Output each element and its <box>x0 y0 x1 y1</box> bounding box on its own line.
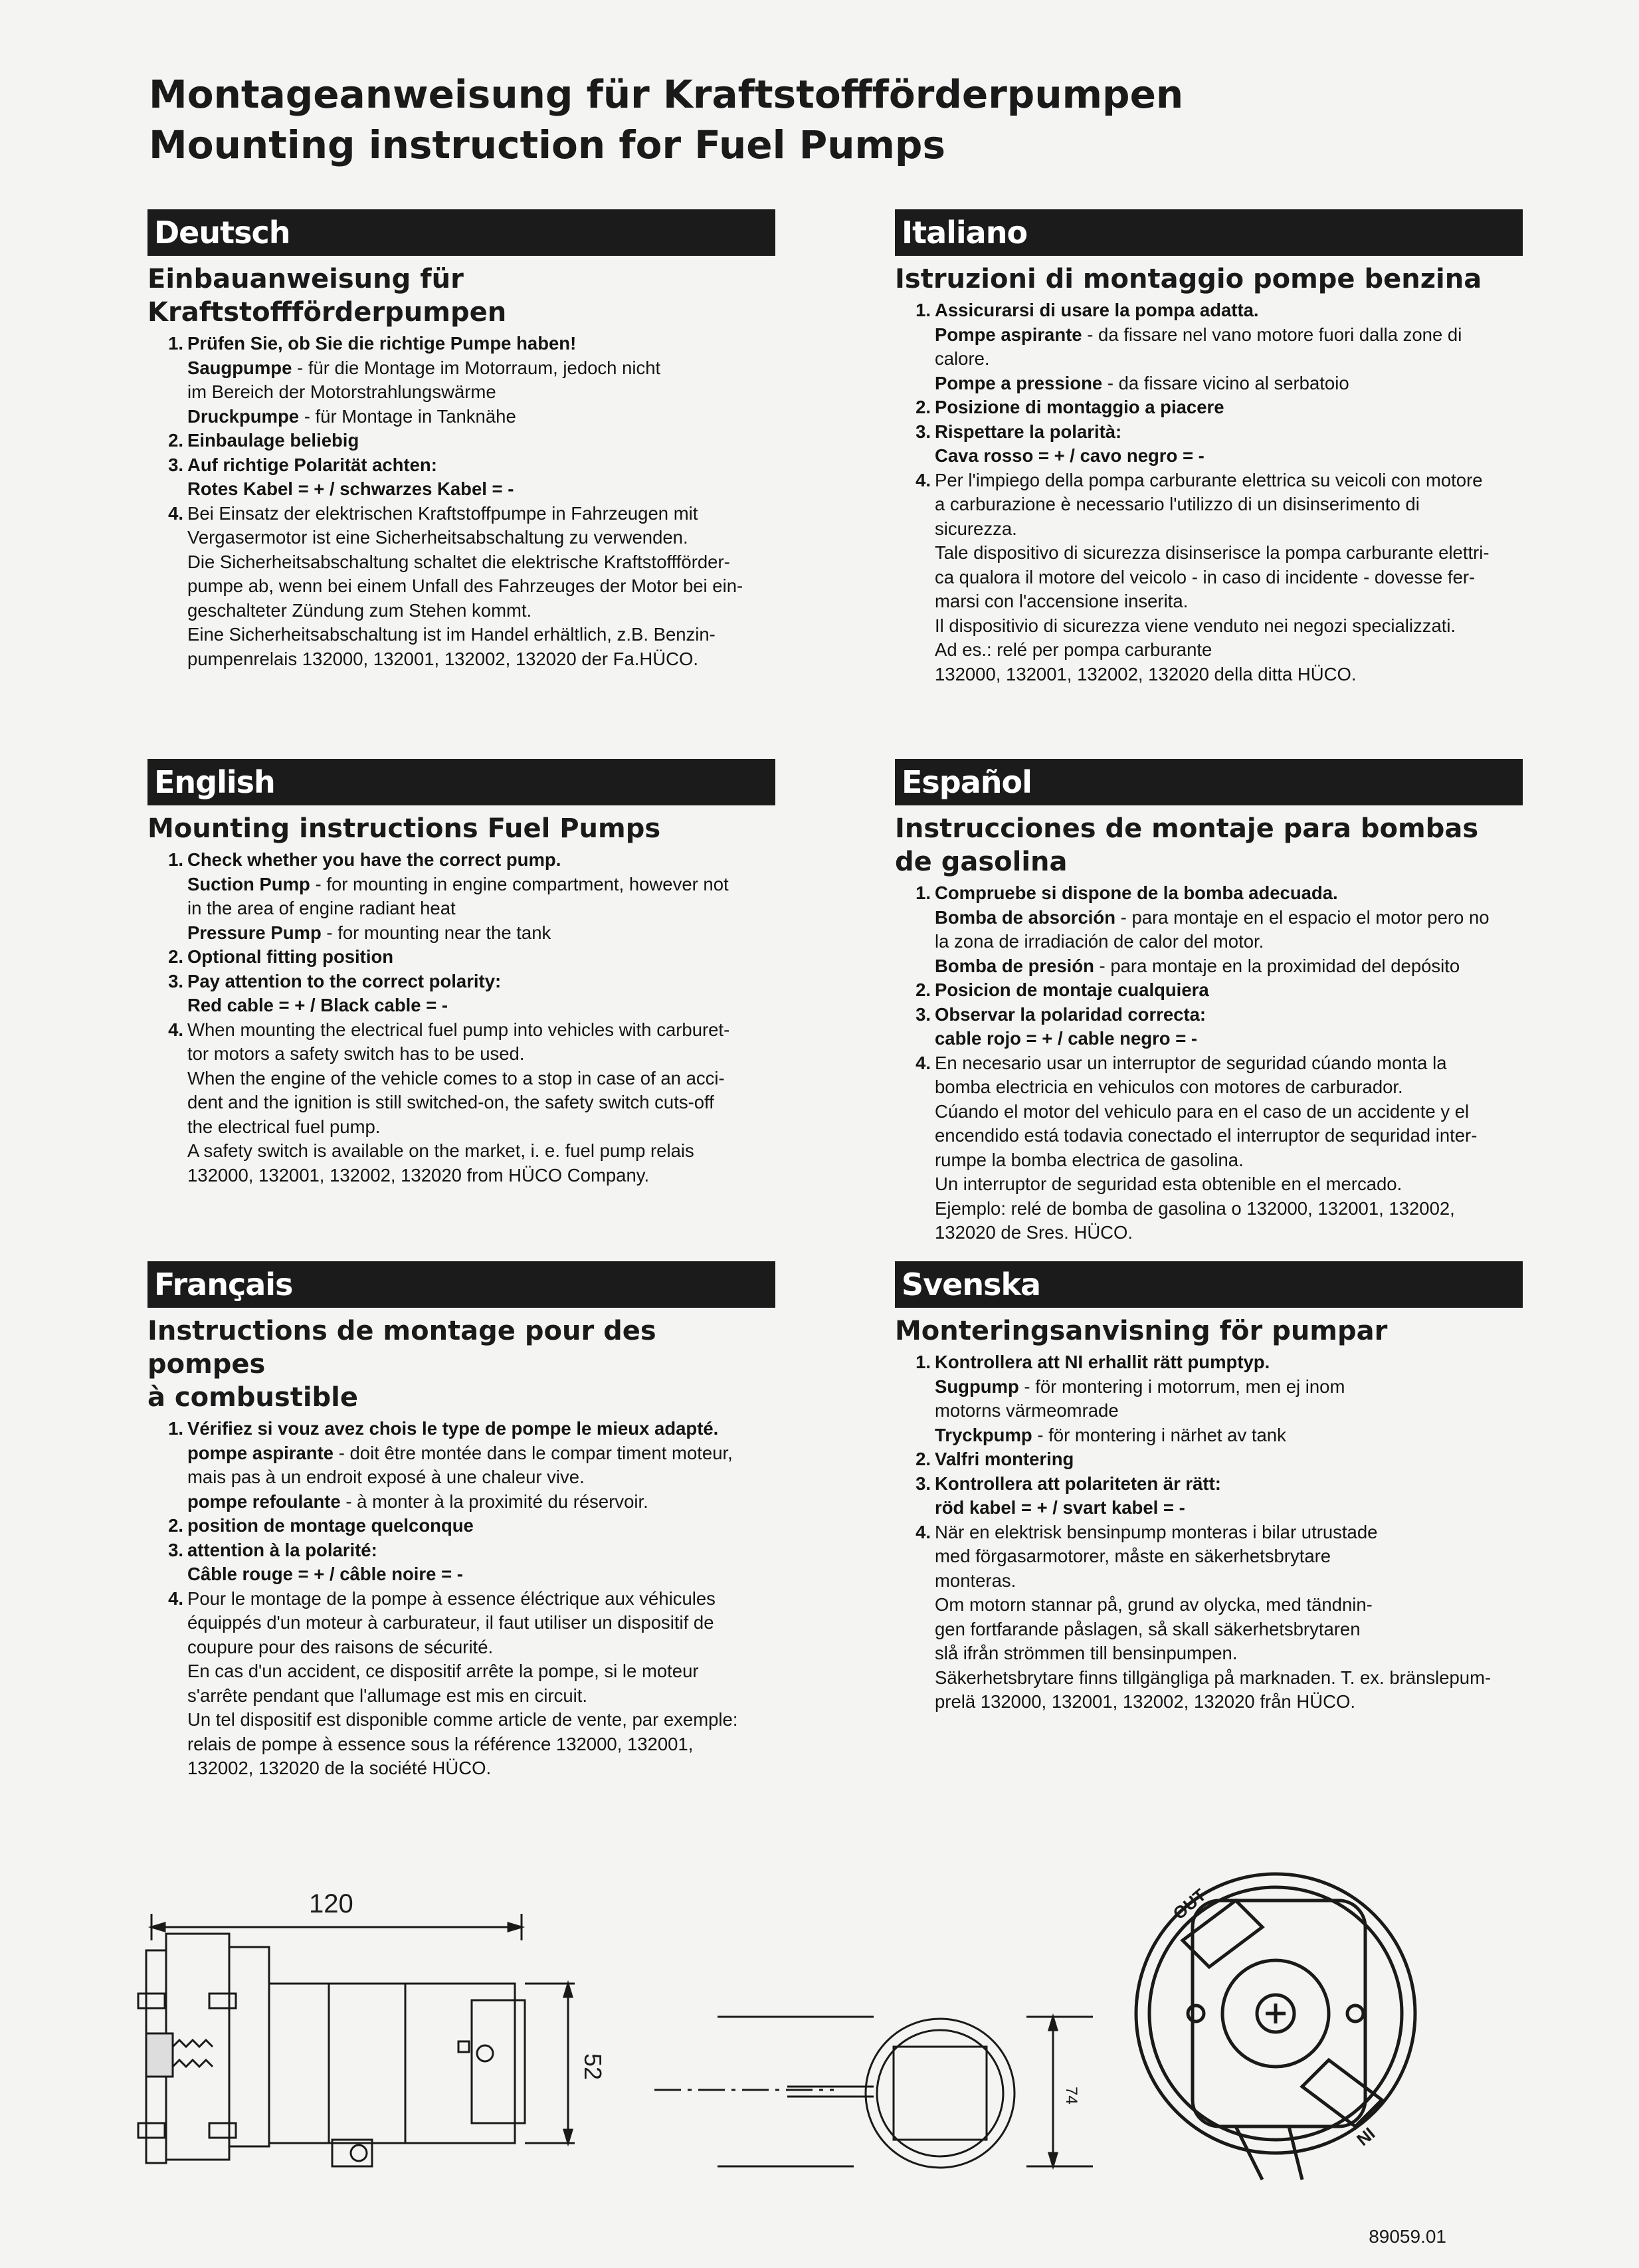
instruction-text: Rispettare la polarità: <box>935 421 1122 442</box>
section-heading-line: Einbauanweisung für Kraftstoffförderpumpen <box>147 264 507 328</box>
instruction-text: - doit être montée dans le compar timent moteur, <box>334 1442 733 1463</box>
instruction-text: Tale dispositivo di sicurezza disinserisce la pompa carburante elettri- <box>935 542 1490 563</box>
instruction-text: gen fortfarande påslagen, så skall säkerhetsbrytaren <box>935 1618 1361 1639</box>
section-heading-line: Mounting instructions Fuel Pumps <box>147 813 661 844</box>
instruction-line <box>935 1051 1523 1076</box>
instruction-text: attention à la polarité: <box>187 1539 377 1560</box>
instruction-number: 1 . <box>895 1350 935 1375</box>
instruction-line <box>935 638 1523 663</box>
instruction-line <box>935 541 1523 566</box>
instruction-text: Auf richtige Polarität achten: <box>187 454 437 475</box>
pump-type-label: Bomba de presión <box>935 955 1094 976</box>
title-english: Mounting instruction for Fuel Pumps <box>149 122 945 167</box>
instruction-text: geschalteter Zündung zum Stehen kommt. <box>187 599 532 621</box>
pump-type-label: Pompe aspirante <box>935 324 1082 345</box>
instruction-line <box>187 1164 775 1188</box>
instruction-text: - for mounting in engine compartment, however not <box>310 873 729 894</box>
instruction-text: équippés d'un moteur à carburateur, il faut utiliser un dispositif de <box>187 1612 714 1633</box>
instruction-line <box>187 1684 775 1708</box>
pump-type-label: Saugpumpe <box>187 357 292 378</box>
instruction-number: 3 . <box>147 453 187 478</box>
instruction-text: dent and the ignition is still switched-on, the safety switch cuts-off <box>187 1092 714 1112</box>
instruction-text: Einbaulage beliebig <box>187 430 359 451</box>
language-header: Español <box>895 759 1523 805</box>
instruction-line <box>187 1611 775 1635</box>
pump-type-label: Suction Pump <box>187 873 310 894</box>
instruction-line <box>187 945 775 970</box>
section-heading-line: Istruzioni di montaggio pompe benzina <box>895 264 1482 294</box>
instruction-text: Posicion de montaje cualquiera <box>935 979 1209 1000</box>
instruction-line <box>935 395 1523 420</box>
instruction-item <box>147 332 775 429</box>
instruction-line <box>935 881 1523 906</box>
document-title <box>149 69 1183 170</box>
instruction-text: Optional fitting position <box>187 946 394 967</box>
instruction-item <box>147 1018 775 1188</box>
instruction-line <box>187 380 775 405</box>
instruction-line <box>935 1399 1523 1423</box>
instruction-line <box>187 1756 775 1781</box>
instruction-text: röd kabel = + / svart kabel = - <box>935 1497 1185 1518</box>
instruction-line <box>935 1148 1523 1173</box>
instruction-text: - para montaje en la proximidad del depósito <box>1094 955 1460 976</box>
instruction-item <box>147 945 775 970</box>
instruction-line <box>187 1708 775 1732</box>
instruction-text: im Bereich der Motorstrahlungswärme <box>187 381 496 402</box>
instruction-text: bomba electricia en vehiculos con motores de carburador. <box>935 1077 1403 1097</box>
instruction-line <box>187 429 775 453</box>
instruction-item <box>147 1417 775 1514</box>
instruction-text: prelä 132000, 132001, 132002, 132020 från HÜCO. <box>935 1691 1355 1712</box>
instruction-text: monteras. <box>935 1570 1016 1591</box>
instruction-text: - à monter à la proximité du réservoir. <box>340 1491 648 1512</box>
section-heading <box>147 1314 775 1414</box>
instruction-item <box>147 429 775 453</box>
instruction-number: 3 . <box>147 970 187 994</box>
instruction-line <box>935 1496 1523 1520</box>
instruction-number: 2 . <box>895 395 935 420</box>
instruction-line <box>187 1587 775 1611</box>
instruction-line <box>187 921 775 946</box>
instruction-number: 3 . <box>895 1472 935 1496</box>
instruction-text: slå ifrån strömmen till bensinpumpen. <box>935 1643 1238 1663</box>
instruction-text: 132000, 132001, 132002, 132020 della ditta HÜCO. <box>935 663 1357 684</box>
instruction-line <box>187 526 775 550</box>
instruction-list <box>895 1350 1523 1714</box>
instruction-line <box>187 1417 775 1441</box>
instruction-text: Ad es.: relé per pompa carburante <box>935 639 1212 660</box>
instruction-text: When mounting the electrical fuel pump into vehicles with carburet- <box>187 1019 730 1040</box>
pump-front-view-drawing <box>654 1967 1093 2180</box>
language-header: Italiano <box>895 209 1523 256</box>
section-italiano <box>895 209 1523 686</box>
section-heading <box>147 812 775 845</box>
instruction-line <box>187 1732 775 1757</box>
instruction-line <box>935 566 1523 590</box>
instruction-line <box>187 1514 775 1538</box>
instruction-text: Posizione di montaggio a piacere <box>935 397 1224 417</box>
section-heading <box>895 812 1523 878</box>
height-dimension-label: 52 <box>579 2053 607 2081</box>
instruction-text: Pour le montage de la pompe à essence éléctrique aux véhicules <box>187 1588 716 1609</box>
instruction-line <box>187 502 775 526</box>
pump-type-label: Bomba de absorción <box>935 906 1115 928</box>
instruction-line <box>187 332 775 356</box>
instruction-text: Eine Sicherheitsabschaltung ist im Handel erhältlich, z.B. Benzin- <box>187 624 716 645</box>
pump-side-view-drawing <box>133 1887 625 2173</box>
instruction-text: - för montering i närhet av tank <box>1032 1424 1286 1445</box>
out-port-label: OUT <box>1169 1885 1210 1924</box>
instruction-text: s'arrête pendant que l'allumage est mis en circuit. <box>187 1685 588 1706</box>
instruction-text: När en elektrisk bensinpump monteras i bilar utrustade <box>935 1521 1378 1542</box>
instruction-text: Valfri montering <box>935 1449 1074 1469</box>
pump-type-label: Pressure Pump <box>187 922 322 943</box>
instruction-text: Un interruptor de seguridad esta obtenible en el mercado. <box>935 1174 1402 1194</box>
instruction-text: rumpe la bomba electrica de gasolina. <box>935 1149 1244 1170</box>
language-header: Svenska <box>895 1261 1523 1308</box>
instruction-text: 132020 de Sres. HÜCO. <box>935 1222 1133 1243</box>
instruction-line <box>187 647 775 672</box>
instruction-line <box>935 1569 1523 1594</box>
instruction-text: Un tel dispositif est disponible comme article de vente, par exemple: <box>187 1709 738 1730</box>
instruction-line <box>935 614 1523 639</box>
instruction-line <box>187 1538 775 1563</box>
instruction-line <box>935 492 1523 517</box>
instruction-text: - für Montage in Tanknähe <box>299 405 516 427</box>
instruction-text: Ejemplo: relé de bomba de gasolina o 132000, 132001, 132002, <box>935 1197 1455 1219</box>
instruction-number: 1 . <box>895 881 935 906</box>
section-espanol <box>895 759 1523 1245</box>
instruction-line <box>187 896 775 921</box>
instruction-list <box>147 332 775 671</box>
instruction-number: 4 . <box>147 1587 187 1611</box>
section-heading-line: Instrucciones de montaje para bombas <box>895 813 1479 844</box>
pump-type-label: Tryckpump <box>935 1424 1032 1445</box>
instruction-line <box>187 1018 775 1043</box>
instruction-line <box>187 453 775 478</box>
section-english <box>147 759 775 1187</box>
instruction-line <box>187 1659 775 1684</box>
instruction-item <box>895 978 1523 1003</box>
instruction-item <box>895 1472 1523 1520</box>
instruction-text: Säkerhetsbrytare finns tillgängliga på marknaden. T. ex. bränslepum- <box>935 1667 1492 1688</box>
pump-front-view-svg <box>654 1967 1093 2180</box>
instruction-list <box>895 298 1523 686</box>
pump-type-label: pompe aspirante <box>187 1442 334 1463</box>
instruction-line <box>187 1139 775 1164</box>
instruction-number: 2 . <box>147 1514 187 1538</box>
document-code: 89059.01 <box>1369 2226 1446 2247</box>
instruction-text: - da fissare nel vano motore fuori dalla zone di <box>1082 324 1462 345</box>
instruction-number: 2 . <box>895 1447 935 1472</box>
instruction-line <box>935 930 1523 954</box>
instruction-line <box>935 1100 1523 1124</box>
instruction-text: Câble rouge = + / câble noire = - <box>187 1564 463 1584</box>
instruction-number: 4 . <box>147 502 187 526</box>
instruction-line <box>935 468 1523 493</box>
instruction-item <box>147 502 775 672</box>
instruction-text: sicurezza. <box>935 518 1017 539</box>
instruction-line <box>935 589 1523 614</box>
instruction-line <box>935 420 1523 445</box>
instruction-line <box>935 906 1523 930</box>
instruction-line <box>935 1172 1523 1197</box>
instruction-line <box>935 663 1523 687</box>
instruction-line <box>935 1221 1523 1245</box>
instruction-number: 3 . <box>895 1003 935 1027</box>
section-heading <box>895 1314 1523 1348</box>
instruction-text: Per l'impiego della pompa carburante elettrica su veicoli con motore <box>935 469 1483 490</box>
instruction-text: in the area of engine radiant heat <box>187 898 456 918</box>
pump-type-label: pompe refoulante <box>187 1491 341 1512</box>
instruction-text: pumpenrelais 132000, 132001, 132002, 132020 der Fa.HÜCO. <box>187 648 699 669</box>
instruction-number: 1 . <box>147 848 187 873</box>
instruction-line <box>187 477 775 502</box>
instruction-text: 132002, 132020 de la société HÜCO. <box>187 1758 492 1778</box>
instruction-text: encendido está todavia conectado el interruptor de sequridad inter- <box>935 1125 1478 1146</box>
instruction-item <box>147 453 775 502</box>
instruction-text: Observar la polaridad correcta: <box>935 1003 1206 1025</box>
instruction-text: Compruebe si dispone de la bomba adecuada. <box>935 882 1338 903</box>
instruction-item <box>895 1520 1523 1714</box>
instruction-line <box>935 1447 1523 1472</box>
instruction-item <box>895 1447 1523 1472</box>
instruction-number: 1 . <box>895 298 935 323</box>
section-francais <box>147 1261 775 1781</box>
instruction-number: 4 . <box>895 468 935 493</box>
instruction-item <box>895 1003 1523 1051</box>
instruction-line <box>187 1635 775 1660</box>
instruction-line <box>187 1042 775 1067</box>
instruction-line <box>187 1465 775 1490</box>
instruction-line <box>935 517 1523 542</box>
instruction-line <box>187 574 775 599</box>
instruction-item <box>895 420 1523 468</box>
section-deutsch <box>147 209 775 671</box>
instruction-line <box>935 1350 1523 1375</box>
section-heading-line: Monteringsanvisning för pumpar <box>895 1316 1388 1346</box>
instruction-line <box>935 371 1523 396</box>
instruction-text: - para montaje en el espacio el motor pero no <box>1115 906 1490 928</box>
instruction-text: la zona de irradiación de calor del motor. <box>935 931 1264 952</box>
section-heading <box>895 262 1523 296</box>
instruction-text: cable rojo = + / cable negro = - <box>935 1028 1198 1049</box>
instruction-line <box>935 954 1523 979</box>
instruction-line <box>187 1115 775 1140</box>
instruction-line <box>935 1544 1523 1569</box>
instruction-line <box>187 1441 775 1466</box>
instruction-line <box>935 1124 1523 1148</box>
section-svenska <box>895 1261 1523 1714</box>
instruction-line <box>935 1197 1523 1221</box>
instruction-line <box>187 970 775 994</box>
instruction-line <box>187 405 775 429</box>
pump-detail-view-svg <box>1129 1861 1435 2193</box>
instruction-text: Bei Einsatz der elektrischen Kraftstoffpumpe in Fahrzeugen mit <box>187 502 698 524</box>
instruction-text: med förgasarmotorer, måste en säkerhetsbrytare <box>935 1546 1331 1566</box>
instruction-line <box>935 323 1523 348</box>
instruction-line <box>187 1490 775 1514</box>
instruction-text: motorns värmeomrade <box>935 1400 1119 1421</box>
instruction-text: Rotes Kabel = + / schwarzes Kabel = - <box>187 478 514 499</box>
instruction-item <box>895 395 1523 420</box>
instruction-number: 4 . <box>895 1051 935 1076</box>
instruction-text: Kontrollera att polariteten är rätt: <box>935 1473 1221 1494</box>
instruction-text: 132000, 132001, 132002, 132020 from HÜCO Company. <box>187 1164 650 1186</box>
instruction-number: 1 . <box>147 1417 187 1441</box>
instruction-text: mais pas à un endroit exposé à une chaleur vive. <box>187 1467 585 1487</box>
section-heading <box>147 262 775 329</box>
instruction-text: tor motors a safety switch has to be used. <box>187 1043 525 1064</box>
pump-type-label: Pompe a pressione <box>935 372 1103 393</box>
instruction-item <box>147 848 775 945</box>
language-header: Français <box>147 1261 775 1308</box>
instruction-line <box>935 1375 1523 1399</box>
instruction-text: position de montage quelconque <box>187 1515 474 1536</box>
instruction-number: 3 . <box>895 420 935 445</box>
instruction-text: Prüfen Sie, ob Sie die richtige Pumpe haben! <box>187 333 577 354</box>
instruction-line <box>935 1666 1523 1691</box>
instruction-line <box>935 1423 1523 1448</box>
pump-detail-view-drawing <box>1129 1861 1435 2193</box>
instruction-line <box>187 356 775 381</box>
instruction-text: marsi con l'accensione inserita. <box>935 591 1189 611</box>
instruction-text: - für die Montage im Motorraum, jedoch nicht <box>292 357 661 378</box>
instruction-line <box>187 848 775 873</box>
instruction-text: Assicurarsi di usare la pompa adatta. <box>935 300 1259 320</box>
instruction-line <box>935 1641 1523 1666</box>
instruction-text: Vergasermotor ist eine Sicherheitsabschaltung zu verwenden. <box>187 527 688 548</box>
instruction-text: Om motorn stannar på, grund av olycka, med tändnin- <box>935 1594 1373 1615</box>
instruction-line <box>935 1027 1523 1051</box>
instruction-text: Cúando el motor del vehiculo para en el caso de un accidente y el <box>935 1100 1470 1122</box>
instruction-line <box>935 1472 1523 1496</box>
front-height-dimension-label: 74 <box>1062 2087 1080 2105</box>
instruction-line <box>935 347 1523 371</box>
instruction-text: pumpe ab, wenn bei einem Unfall des Fahrzeuges der Motor bei ein- <box>187 575 743 596</box>
instruction-line <box>187 993 775 1018</box>
instruction-text: When the engine of the vehicle comes to a stop in case of an acci- <box>187 1067 725 1088</box>
instruction-number: 2 . <box>147 429 187 453</box>
instruction-item <box>895 1051 1523 1245</box>
instruction-text: a carburazione è necessario l'utilizzo di un disinserimento di <box>935 494 1420 514</box>
section-heading-line: de gasolina <box>895 847 1068 877</box>
instruction-text: coupure pour des raisons de sécurité. <box>187 1636 494 1657</box>
instruction-text: - för montering i motorrum, men ej inom <box>1018 1376 1345 1397</box>
instruction-line <box>935 1593 1523 1617</box>
instruction-number: 2 . <box>895 978 935 1003</box>
instruction-item <box>147 1514 775 1538</box>
pump-side-view-svg <box>133 1887 625 2173</box>
in-port-label: IN <box>1353 2123 1379 2150</box>
instruction-text: En cas d'un accident, ce dispositif arrête la pompe, si le moteur <box>187 1661 699 1681</box>
instruction-list <box>147 848 775 1187</box>
instruction-line <box>187 1067 775 1091</box>
instruction-number: 1 . <box>147 332 187 356</box>
instruction-item <box>147 1587 775 1781</box>
instruction-item <box>895 298 1523 395</box>
instruction-line <box>187 1090 775 1115</box>
instruction-text: - da fissare vicino al serbatoio <box>1102 372 1349 393</box>
instruction-item <box>895 881 1523 978</box>
instruction-line <box>935 1520 1523 1545</box>
instruction-line <box>935 1075 1523 1100</box>
instruction-line <box>935 1690 1523 1714</box>
instruction-line <box>187 873 775 897</box>
instruction-text: ca qualora il motore del veicolo - in caso di incidente - dovesse fer- <box>935 566 1476 587</box>
instruction-text: A safety switch is available on the market, i. e. fuel pump relais <box>187 1140 694 1161</box>
instruction-text: En necesario usar un interruptor de seguridad cúando monta la <box>935 1052 1447 1073</box>
instruction-item <box>147 1538 775 1587</box>
instruction-line <box>935 978 1523 1003</box>
instruction-text: Kontrollera att NI erhallit rätt pumptyp. <box>935 1352 1270 1372</box>
instruction-number: 4 . <box>895 1520 935 1545</box>
section-heading-line: à combustible <box>147 1382 359 1413</box>
instruction-number: 4 . <box>147 1018 187 1043</box>
length-dimension-label: 120 <box>309 1889 353 1918</box>
instruction-text: relais de pompe à essence sous la référence 132000, 132001, <box>187 1733 694 1754</box>
instruction-text: Red cable = + / Black cable = - <box>187 995 448 1015</box>
instruction-number: 3 . <box>147 1538 187 1563</box>
instruction-line <box>187 550 775 575</box>
pump-type-label: Sugpump <box>935 1376 1019 1397</box>
instruction-text: Pay attention to the correct polarity: <box>187 970 502 991</box>
instruction-item <box>895 1350 1523 1447</box>
instruction-line <box>187 623 775 647</box>
instruction-text: calore. <box>935 348 990 369</box>
instruction-text: the electrical fuel pump. <box>187 1116 381 1137</box>
instruction-list <box>147 1417 775 1781</box>
language-header: Deutsch <box>147 209 775 256</box>
language-header: English <box>147 759 775 805</box>
instruction-text: Vérifiez si vouz avez chois le type de pompe le mieux adapté. <box>187 1418 719 1439</box>
instruction-line <box>187 1562 775 1587</box>
instruction-text: - for mounting near the tank <box>321 922 551 943</box>
instruction-text: Il dispositivio di sicurezza viene venduto nei negozi specializzati. <box>935 615 1456 636</box>
instruction-text: Check whether you have the correct pump. <box>187 849 561 870</box>
instruction-item <box>895 468 1523 687</box>
instruction-list <box>895 881 1523 1245</box>
instruction-line <box>935 298 1523 323</box>
instruction-number: 2 . <box>147 945 187 970</box>
instruction-line <box>935 1617 1523 1642</box>
instruction-item <box>147 970 775 1018</box>
instruction-text: Cava rosso = + / cavo negro = - <box>935 445 1205 466</box>
instruction-line <box>935 1003 1523 1027</box>
instruction-line <box>187 599 775 623</box>
pump-type-label: Druckpumpe <box>187 405 300 427</box>
title-german: Montageanweisung für Kraftstoffförderpumpen <box>149 72 1184 117</box>
instruction-text: Die Sicherheitsabschaltung schaltet die elektrische Kraftstoffförder- <box>187 551 730 572</box>
section-heading-line: Instructions de montage pour des pompes <box>147 1316 656 1380</box>
instruction-line <box>935 444 1523 468</box>
